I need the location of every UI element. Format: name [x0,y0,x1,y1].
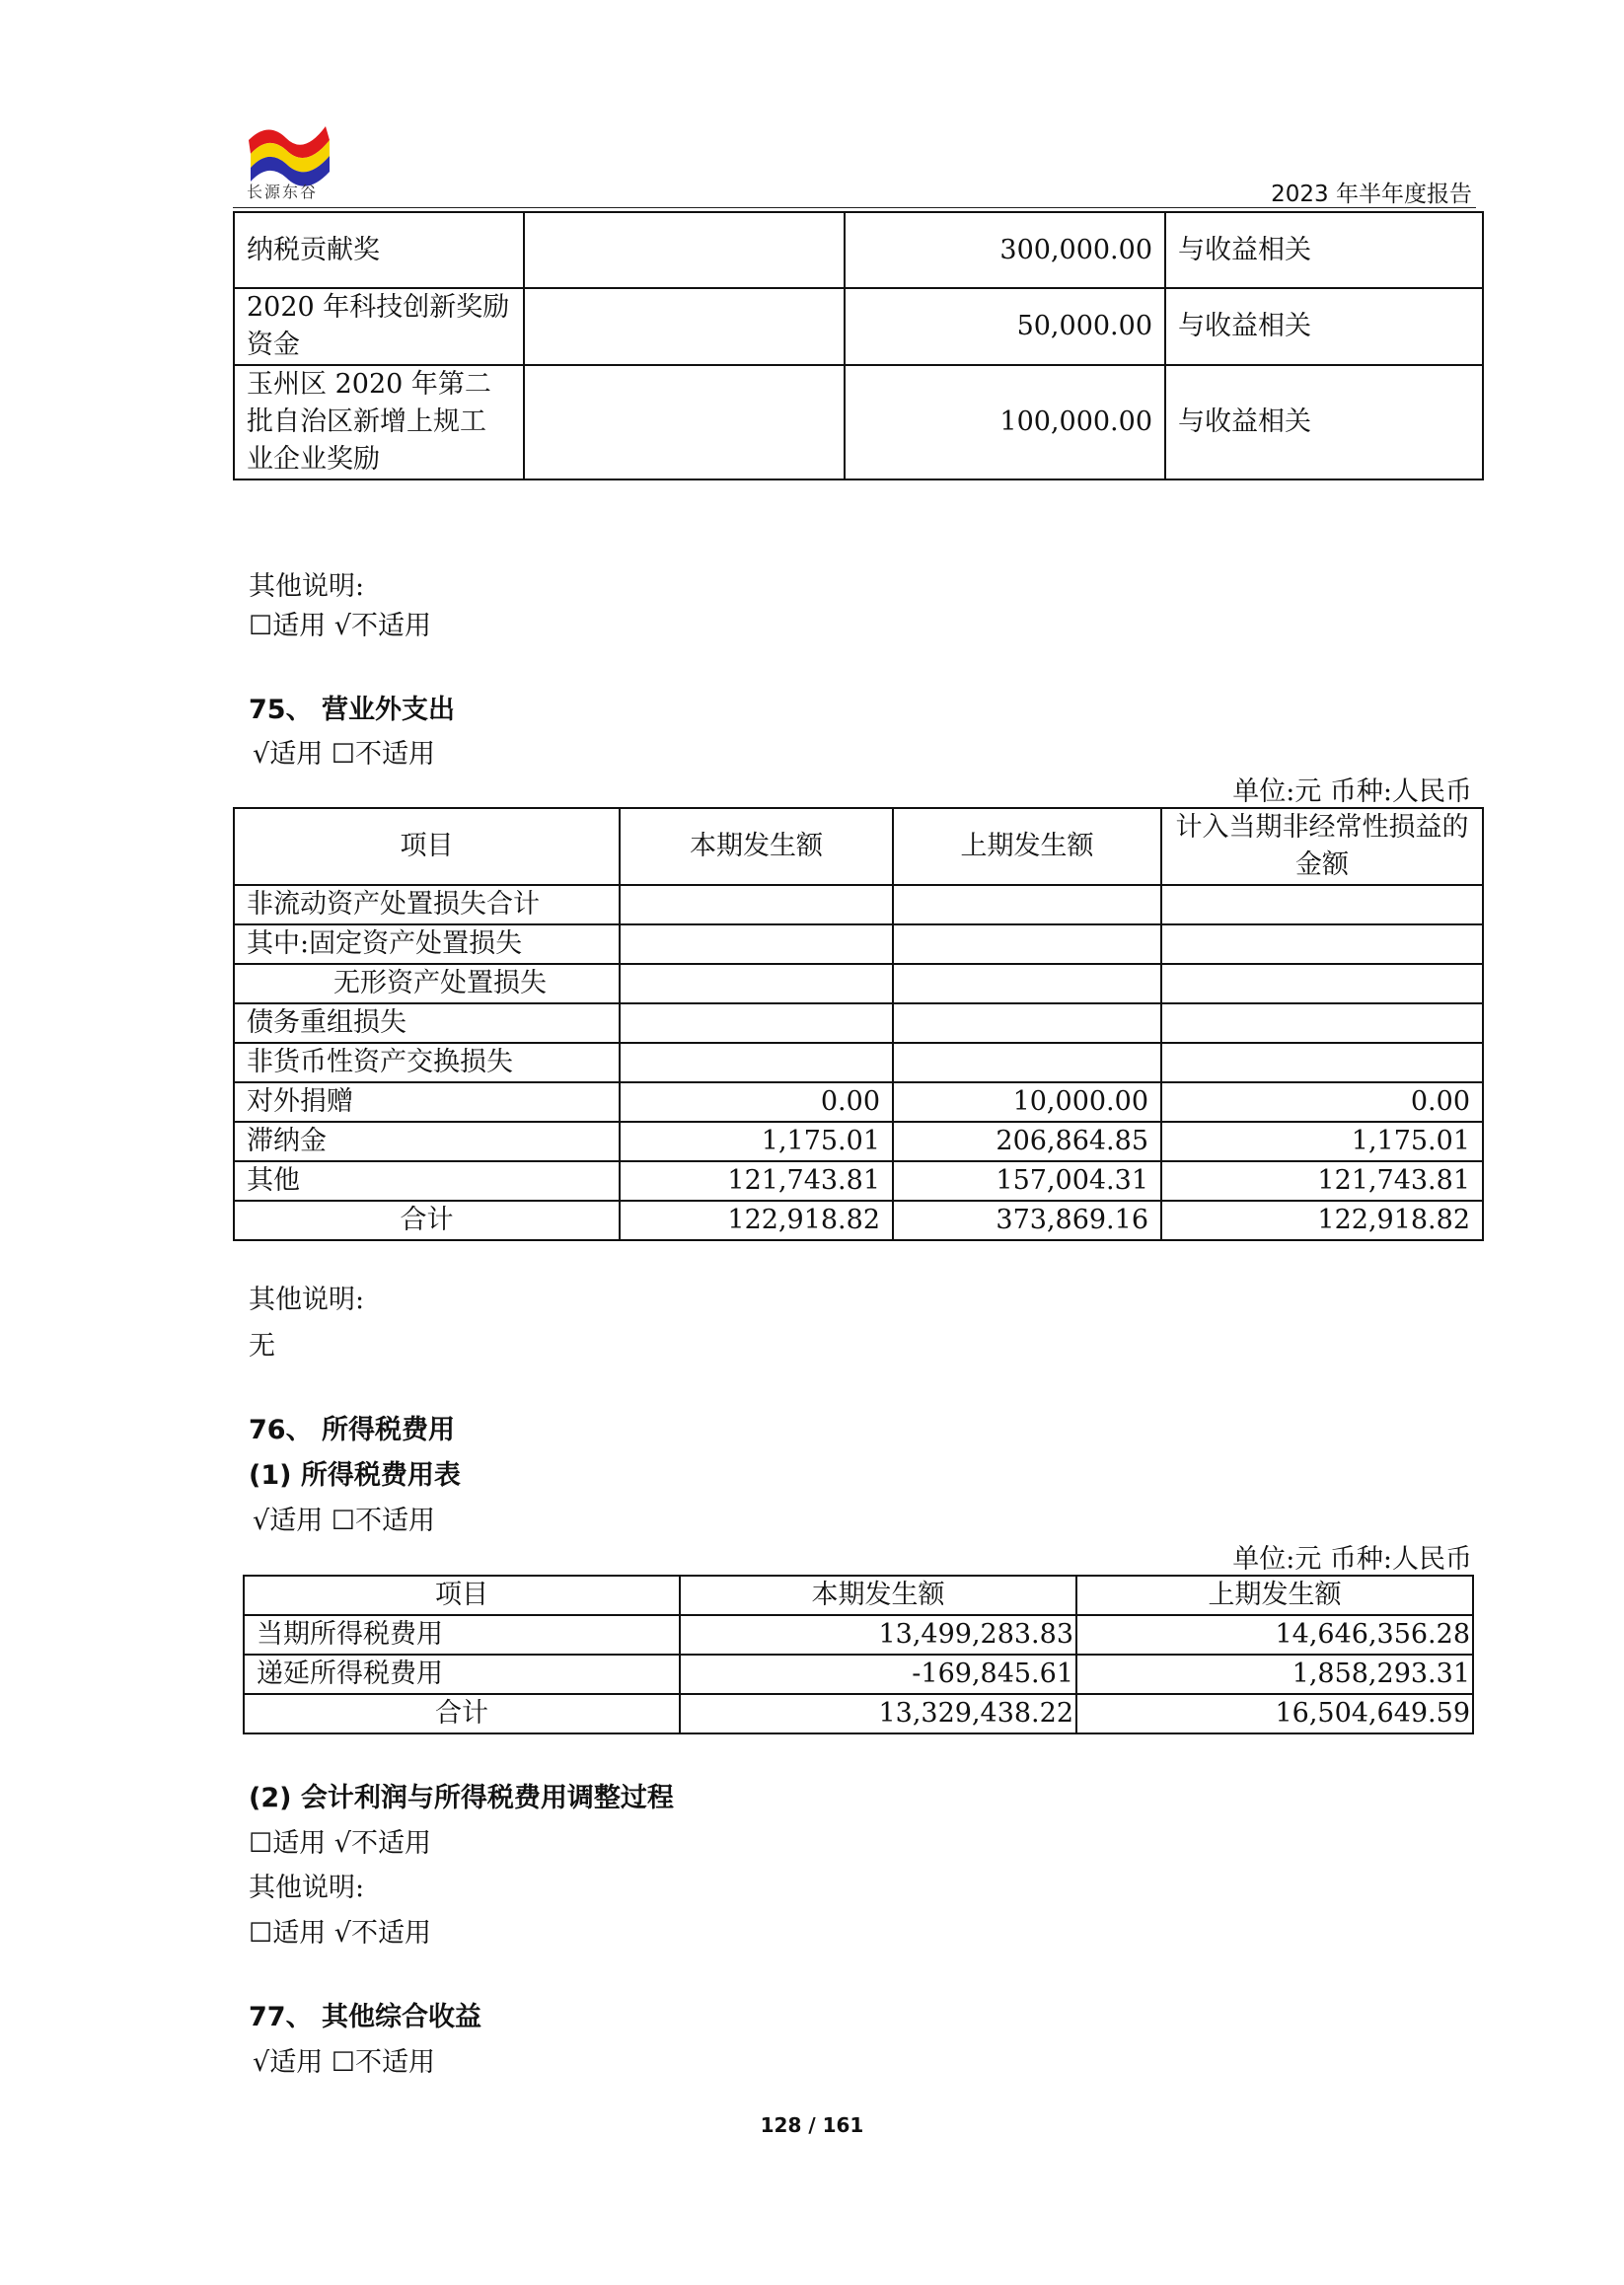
prior-period-value [893,1043,1161,1082]
grant-empty-cell [524,365,845,479]
current-period-value [620,924,893,964]
column-header: 计入当期非经常性损益的金额 [1161,808,1483,885]
unit-label: 单位:元 币种:人民币 [1232,1544,1472,1575]
grant-item: 玉州区 2020 年第二批自治区新增上规工业企业奖励 [234,365,524,479]
column-header: 项目 [244,1576,680,1615]
table-row [234,288,1483,365]
column-header: 上期发生额 [1076,1576,1473,1615]
current-period-value: 0.00 [620,1082,893,1122]
row-label: 递延所得税费用 [244,1655,680,1694]
prior-period-value: 1,858,293.31 [1076,1655,1473,1694]
current-period-value: 1,175.01 [620,1122,893,1161]
prior-period-value [893,885,1161,924]
non-recurring-value [1161,1003,1483,1043]
row-label: 当期所得税费用 [244,1615,680,1655]
grant-amount: 50,000.00 [845,288,1165,365]
table-row [234,1043,1483,1082]
row-label: 其中:固定资产处置损失 [234,924,620,964]
table-row [234,212,1483,288]
current-period-value [620,964,893,1003]
prior-period-value [893,964,1161,1003]
grant-type: 与收益相关 [1165,288,1483,365]
prior-period-value: 10,000.00 [893,1082,1161,1122]
subsection-title: (2) 会计利润与所得税费用调整过程 [249,1783,674,1813]
non-recurring-value: 0.00 [1161,1082,1483,1122]
column-header: 项目 [234,808,620,885]
row-label: 合计 [234,1201,620,1240]
table-row [244,1655,1473,1694]
applicability-options: √适用 ☐不适用 [253,2047,435,2078]
section-title: 77、 其他综合收益 [249,2002,481,2032]
non-recurring-value [1161,964,1483,1003]
row-label: 非流动资产处置损失合计 [234,885,620,924]
grant-amount: 100,000.00 [845,365,1165,479]
row-label: 滞纳金 [234,1122,620,1161]
row-label: 对外捐赠 [234,1082,620,1122]
income-tax-expense-table [243,1575,1474,1734]
table-row [244,1615,1473,1655]
table-header-row [244,1576,1473,1615]
table-row [234,885,1483,924]
table-row [234,1161,1483,1201]
other-note-label: 其他说明: [249,1285,365,1315]
grant-empty-cell [524,212,845,288]
non-operating-expense-table [233,807,1484,1241]
current-period-value: 13,329,438.22 [680,1694,1076,1733]
other-note-text: 无 [249,1331,275,1362]
applicability-options: ☐适用 √不适用 [249,1918,431,1949]
column-header: 本期发生额 [680,1576,1076,1615]
prior-period-value: 16,504,649.59 [1076,1694,1473,1733]
column-header: 上期发生额 [893,808,1161,885]
grant-empty-cell [524,288,845,365]
non-recurring-value: 1,175.01 [1161,1122,1483,1161]
non-recurring-value: 121,743.81 [1161,1161,1483,1201]
table-row [234,1082,1483,1122]
prior-period-value [893,924,1161,964]
non-recurring-value [1161,1043,1483,1082]
column-header: 本期发生额 [620,808,893,885]
other-note-label: 其他说明: [249,571,365,602]
row-label: 合计 [244,1694,680,1733]
prior-period-value: 14,646,356.28 [1076,1615,1473,1655]
table-row [234,1003,1483,1043]
current-period-value [620,1003,893,1043]
table-row [234,365,1483,479]
prior-period-value: 206,864.85 [893,1122,1161,1161]
non-recurring-value [1161,885,1483,924]
table-total-row [234,1201,1483,1240]
applicability-options: √适用 ☐不适用 [253,1506,435,1536]
row-label: 非货币性资产交换损失 [234,1043,620,1082]
grant-type: 与收益相关 [1165,212,1483,288]
logo-caption: 长源东谷 [247,183,319,201]
grant-type: 与收益相关 [1165,365,1483,479]
non-recurring-value [1161,924,1483,964]
subsection-title: (1) 所得税费用表 [249,1460,461,1491]
current-period-value: 121,743.81 [620,1161,893,1201]
non-recurring-value: 122,918.82 [1161,1201,1483,1240]
page-number: 128 / 161 [760,2113,864,2137]
prior-period-value [893,1003,1161,1043]
table-row [234,1122,1483,1161]
current-period-value [620,885,893,924]
grant-item: 2020 年科技创新奖励资金 [234,288,524,365]
unit-label: 单位:元 币种:人民币 [1232,776,1472,807]
section-title: 75、 营业外支出 [249,695,455,725]
section-title: 76、 所得税费用 [249,1415,455,1445]
applicability-options: √适用 ☐不适用 [253,739,435,770]
row-label: 无形资产处置损失 [234,964,620,1003]
applicability-options: ☐适用 √不适用 [249,611,431,641]
current-period-value: 13,499,283.83 [680,1615,1076,1655]
report-title: 2023 年半年度报告 [1271,182,1472,207]
current-period-value: 122,918.82 [620,1201,893,1240]
table-row [234,924,1483,964]
table-row [234,964,1483,1003]
prior-period-value: 157,004.31 [893,1161,1161,1201]
prior-period-value: 373,869.16 [893,1201,1161,1240]
row-label: 债务重组损失 [234,1003,620,1043]
grant-amount: 300,000.00 [845,212,1165,288]
other-note-label: 其他说明: [249,1873,365,1903]
table-total-row [244,1694,1473,1733]
table-header-row [234,808,1483,885]
current-period-value: -169,845.61 [680,1655,1076,1694]
applicability-options: ☐适用 √不适用 [249,1828,431,1859]
current-period-value [620,1043,893,1082]
header-divider [233,207,1476,208]
grant-item: 纳税贡献奖 [234,212,524,288]
government-grant-table [233,211,1484,480]
row-label: 其他 [234,1161,620,1201]
